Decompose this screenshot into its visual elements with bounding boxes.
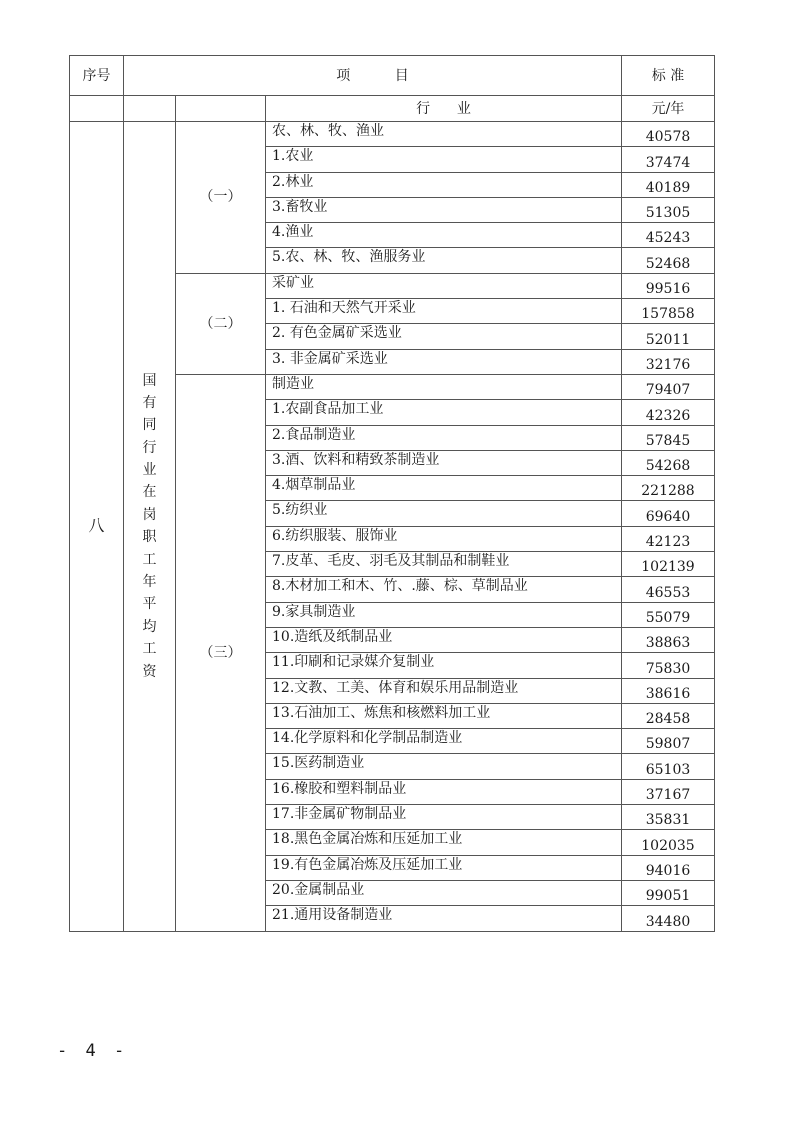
empty-cell [124,96,176,122]
industry-name: 17.非金属矿物制品业 [266,805,622,830]
industry-name: 16.橡胶和塑料制品业 [266,779,622,804]
wage-value: 32176 [622,349,715,374]
section-title-text: 国有同行业在岗职工年平均工资 [142,372,157,680]
industry-name: 9.家具制造业 [266,602,622,627]
wage-value: 55079 [622,602,715,627]
industry-name: 13.石油加工、炼焦和核燃料加工业 [266,703,622,728]
wage-value: 38863 [622,627,715,652]
wage-value: 57845 [622,425,715,450]
group-label: （一） [176,122,266,274]
wage-value: 34480 [622,906,715,931]
wage-value: 40189 [622,172,715,197]
wage-value: 75830 [622,653,715,678]
industry-header: 行 业 [266,96,622,122]
empty-cell [70,96,124,122]
industry-name: 15.医药制造业 [266,754,622,779]
group-label: （二） [176,273,266,374]
table-row [70,122,715,147]
wage-value: 221288 [622,476,715,501]
industry-name: 7.皮革、毛皮、羽毛及其制品和制鞋业 [266,552,622,577]
section-number: 八 [70,122,124,932]
wage-value: 54268 [622,450,715,475]
industry-name: 6.纺织服装、服饰业 [266,526,622,551]
table-subheader-row [70,96,715,122]
industry-name: 1. 石油和天然气开采业 [266,299,622,324]
wage-value: 52468 [622,248,715,273]
wage-value: 37167 [622,779,715,804]
industry-name: 20.金属制品业 [266,880,622,905]
wage-value: 38616 [622,678,715,703]
industry-name: 12.文教、工美、体育和娱乐用品制造业 [266,678,622,703]
wage-value: 99051 [622,880,715,905]
item-header: 项 目 [124,56,622,96]
wage-value: 28458 [622,703,715,728]
industry-name: 1.农副食品加工业 [266,400,622,425]
industry-name: 农、林、牧、渔业 [266,122,622,147]
wage-value: 65103 [622,754,715,779]
page-number: - 4 - [57,1041,129,1061]
wage-value: 102139 [622,552,715,577]
industry-name: 21.通用设备制造业 [266,906,622,931]
industry-name: 18.黑色金属冶炼和压延加工业 [266,830,622,855]
wage-value: 46553 [622,577,715,602]
wage-value: 42123 [622,526,715,551]
industry-name: 1.农业 [266,147,622,172]
wage-value: 51305 [622,197,715,222]
wage-value: 37474 [622,147,715,172]
industry-name: 2. 有色金属矿采选业 [266,324,622,349]
group-label: （三） [176,374,266,931]
industry-name: 3. 非金属矿采选业 [266,349,622,374]
wage-value: 59807 [622,729,715,754]
wage-value: 52011 [622,324,715,349]
industry-name: 19.有色金属冶炼及压延加工业 [266,855,622,880]
industry-name: 制造业 [266,374,622,399]
empty-cell [176,96,266,122]
wage-value: 69640 [622,501,715,526]
unit-header: 元/年 [622,96,715,122]
industry-name: 10.造纸及纸制品业 [266,627,622,652]
industry-name: 3.畜牧业 [266,197,622,222]
industry-name: 11.印刷和记录媒介复制业 [266,653,622,678]
seq-header: 序号 [70,56,124,96]
industry-name: 8.木材加工和木、竹、.藤、棕、草制品业 [266,577,622,602]
wage-value: 99516 [622,273,715,298]
industry-name: 5.纺织业 [266,501,622,526]
industry-name: 14.化学原料和化学制品制造业 [266,729,622,754]
wage-value: 35831 [622,805,715,830]
wage-value: 45243 [622,223,715,248]
industry-name: 2.食品制造业 [266,425,622,450]
table-header-row [70,56,715,96]
wage-value: 79407 [622,374,715,399]
wage-standard-table [69,55,715,932]
industry-name: 5.农、林、牧、渔服务业 [266,248,622,273]
wage-value: 42326 [622,400,715,425]
wage-value: 157858 [622,299,715,324]
industry-name: 3.酒、饮料和精致茶制造业 [266,450,622,475]
industry-name: 4.烟草制品业 [266,476,622,501]
industry-name: 4.渔业 [266,223,622,248]
standard-header: 标 准 [622,56,715,96]
wage-value: 102035 [622,830,715,855]
wage-value: 94016 [622,855,715,880]
section-title [124,122,176,932]
industry-name: 2.林业 [266,172,622,197]
industry-name: 采矿业 [266,273,622,298]
wage-value: 40578 [622,122,715,147]
